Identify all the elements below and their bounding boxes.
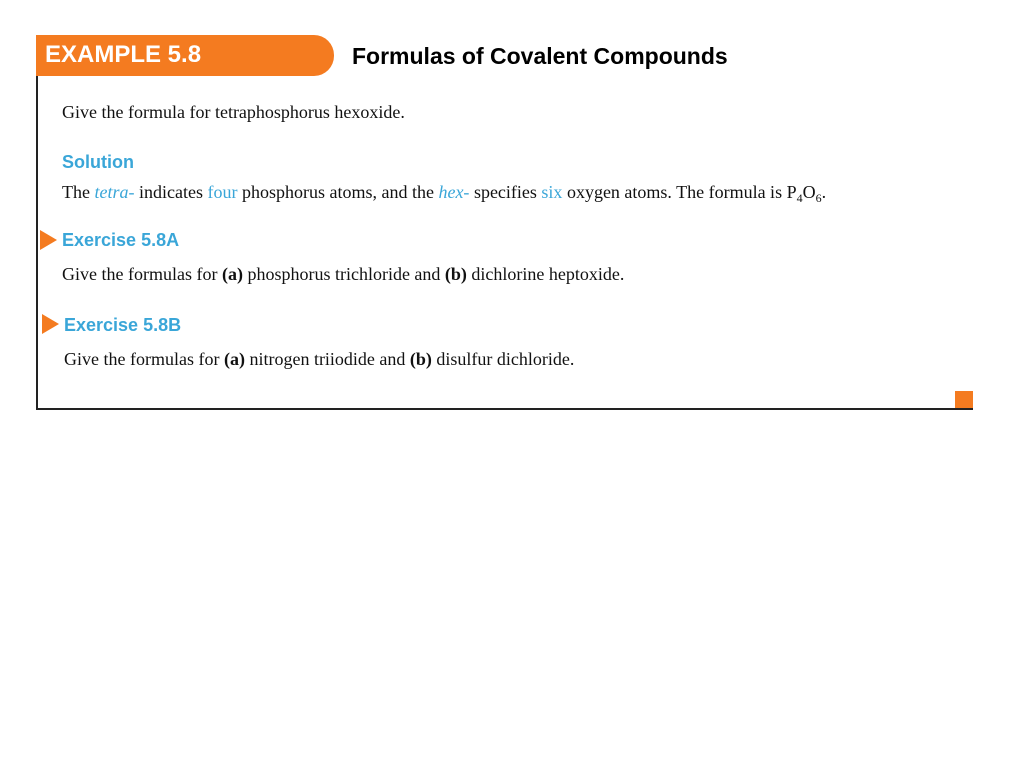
- exercise-a-heading: Exercise 5.8A: [62, 230, 180, 250]
- number-six: six: [541, 182, 563, 202]
- solution-part-2: indicates: [134, 182, 208, 202]
- problem-text: Give the formula for tetraphosphorus hexoxide.: [62, 102, 405, 122]
- example-title: Formulas of Covalent Compounds: [352, 43, 728, 69]
- exercise-a-part-3: dichlorine heptoxide.: [466, 264, 625, 284]
- arrow-icon: [40, 230, 57, 250]
- prefix-tetra: tetra-: [94, 182, 135, 202]
- exercise-b-part-3: disulfur dichloride.: [431, 349, 575, 369]
- exercise-b-label-a: (a): [223, 349, 245, 369]
- subscript-6: 6: [815, 191, 822, 205]
- solution-part-5: oxygen atoms. The formula is P: [562, 182, 797, 202]
- subscript-4: 4: [796, 191, 803, 205]
- solution-part-3: phosphorus atoms, and the: [237, 182, 439, 202]
- solution-part-6: O: [802, 182, 816, 202]
- frame-left-border: [36, 76, 38, 410]
- exercise-a-part-2: phosphorus trichloride and: [242, 264, 445, 284]
- solution-heading: Solution: [62, 152, 134, 172]
- exercise-b-text: [64, 348, 574, 370]
- frame-bottom-border: [36, 408, 973, 410]
- solution-part-1: The: [62, 182, 95, 202]
- solution-text: [62, 181, 826, 203]
- arrow-icon: [42, 314, 59, 334]
- exercise-a-text: [62, 263, 624, 285]
- example-label: EXAMPLE 5.8: [45, 41, 202, 68]
- solution-part-7: .: [821, 182, 827, 202]
- exercise-a-label-a: (a): [221, 264, 243, 284]
- corner-square-marker: [955, 391, 973, 408]
- number-four: four: [207, 182, 238, 202]
- exercise-a-label-b: (b): [444, 264, 467, 284]
- prefix-hex: hex-: [438, 182, 470, 202]
- exercise-b-part-2: nitrogen triiodide and: [244, 349, 410, 369]
- example-tab: [36, 35, 334, 76]
- exercise-b-label-b: (b): [409, 349, 432, 369]
- solution-part-4: specifies: [469, 182, 542, 202]
- exercise-b-heading: Exercise 5.8B: [64, 315, 182, 335]
- exercise-b-part-1: Give the formulas for: [64, 349, 224, 369]
- exercise-a-part-1: Give the formulas for: [62, 264, 222, 284]
